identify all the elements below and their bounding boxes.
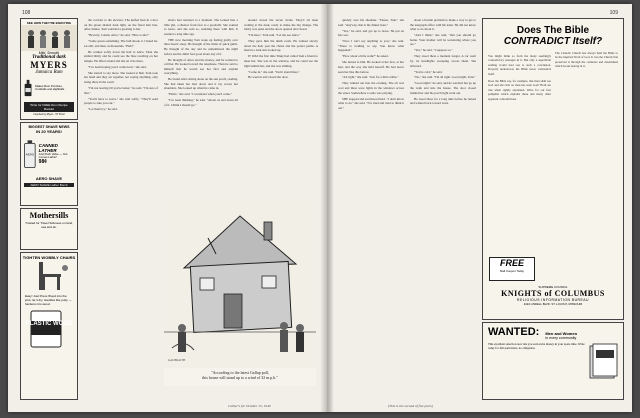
paragraph: He walked softly down the hall to Alice. Then she smiled thinly and he could see the blue swelling on her temple. He lifted a hand and she let it lie there. — [84, 49, 158, 63]
right-page-number: 109 — [609, 10, 618, 16]
paragraph: "You're cold," he said. — [414, 69, 443, 74]
aero-bottom: AERO SHAVE Lather Bomb — [24, 183, 74, 187]
paragraph: "No," she said. "I'm all right. Good night, Tom." — [414, 75, 476, 80]
mothersills-text: Trusted for Travel Sickness on land, sea and air. — [25, 221, 73, 229]
aero-product: CANNED LATHER — [38, 142, 58, 153]
kofc-org: KNIGHTS of COLUMBUS — [501, 289, 605, 298]
nyers-tagline: Makes Rum Punches, Cocktails and Highballs — [35, 83, 65, 91]
cartoon-house-illustration — [164, 198, 316, 368]
paragraph: "All right," she said. "Just for a little while." — [342, 75, 399, 80]
nyers-headline1: Mild, Smooth — [38, 51, 60, 55]
paragraph: "Yes," he said, and got up to leave. He put on his coat. — [338, 28, 404, 38]
paragraph: He went in and closed the door. — [248, 75, 289, 80]
paragraph: "Come in," she said. "Don't stand there." — [248, 69, 300, 74]
paragraph: You might think so from the many seemingly contradictory passages in it. But only a superficial reading would lead one to such a conclusion. Properly understood, the Bible never contradicts itself. — [488, 54, 551, 76]
mothersills-brand: Mothersills — [29, 211, 69, 220]
paragraph: They gave him the ninth room. He walked slowly down the hall, past the chairs and the potted palms. A man in a dark suit looked up. — [244, 39, 318, 53]
paragraph: IT WAS the first time Tinky had called Tom a friend to meet her. She was in the window, and he could see the light behind her, and she was smiling. — [244, 54, 318, 68]
paragraph: They stood there a moment longer. A car went by, its headlights sweeping across them. She shivered. — [410, 54, 476, 68]
aero-line2: IN 20 YEARS! — [36, 129, 62, 134]
nyers-rum-ad — [20, 18, 78, 120]
plastic-wood-headline: TIGHTEN WOBBLY CHAIRS — [22, 255, 76, 260]
wanted-text: This excellent selection now lets you earn extra money in your spare time. Write today for full particulars, no obligation. — [488, 342, 585, 350]
paragraph: "Good night," he said, and he watched her go up the walk and into the house. The door closed behind her and the porch light went out. — [410, 81, 476, 95]
paragraph: They walked out into the evening. The air was cool and there were lights in the windows across the street. Somewhere a radio was playing. — [338, 81, 404, 95]
nyers-fine-print: Imported by Myers · 97 Proof — [33, 113, 65, 116]
cartoon-artist: GALBRAITH — [168, 358, 186, 362]
paragraph: "You'll have to leave," she said softly. "They'll send people to take you out." — [84, 96, 158, 106]
series-note: (This is the second of five parts) — [388, 404, 433, 408]
wanted-sub1: Men and Women — [545, 331, 578, 336]
plastic-wood-text: Easy! Just Press Wood into the joint, let it dry. Handles like putty — hardens into wood. — [25, 294, 72, 306]
magazine-stack-icon — [588, 342, 618, 382]
wanted-ad — [482, 322, 624, 400]
paragraph: He stood there for a long time before he turned and walked back toward town. — [410, 96, 476, 106]
paragraph: "I'm here," Tom said. "Let me see Alice." — [248, 33, 301, 38]
kofc-free-coupon — [489, 257, 535, 281]
paragraph: "Now I can't say anything to you," she said. "There is nothing to say. You know what happened." — [338, 39, 404, 53]
story-column-1 — [84, 18, 158, 398]
aero-line1: BIGGEST SHAVE NEWS — [28, 125, 70, 129]
page-gutter — [320, 4, 334, 412]
aero-sub: Just Push Valve — Out Comes Lather! — [38, 151, 68, 159]
paragraph: "Let them try," he said. — [88, 107, 118, 112]
paragraph: Does the Bible say, for example, that men shall see God and also that no man has seen God? Both are true when rightly explained. Write for our free pamphlet which explains these and many other apparent contradictions. — [488, 79, 551, 101]
kofc-ad — [482, 18, 624, 320]
paragraph: "I've been thinking," he said. "About us and about all of it. I think I should go." — [164, 98, 238, 108]
kofc-bureau: RELIGIOUS INFORMATION BUREAU — [517, 298, 589, 302]
cartoon-caption-line2: this house will stand up to a wind of 32 m.p.h." — [202, 375, 278, 380]
paragraph: "Some green something. The bull shook it. I hated he. sat still, and then, as thousands, "Hah!" — [84, 39, 158, 48]
plastic-wood-brand: PLASTIC WOOD — [25, 321, 73, 328]
chair-illustration — [21, 260, 77, 294]
svg-text:AERO: AERO — [25, 152, 35, 157]
left-page-number: 108 — [22, 10, 31, 16]
story-column-4 — [338, 18, 404, 398]
paragraph: "Hello," she said. "I wondered when you'd come." — [168, 92, 233, 97]
kofc-headline1: Does The Bible — [516, 25, 590, 36]
paragraph: "And I think," she said, "that you should go home. Your mother will be wondering where you are." — [410, 33, 476, 47]
paragraph: around closed the seven clerks. They'd all been waiting at the desk, ready to make the big change. The lobby was quiet and the doors opened and closed. — [244, 18, 318, 32]
mothersills-ad — [20, 208, 78, 250]
paragraph: "How about a little walk?" he asked. — [342, 54, 389, 59]
story-column-3 — [244, 18, 318, 194]
aero-price: 98¢ — [38, 159, 48, 166]
nyers-product: Jamaica Rum — [35, 70, 63, 75]
paragraph: "I'm not leaving till you're better," he said. "I'm sure of that." — [84, 86, 158, 95]
party-illustration — [21, 25, 77, 51]
wanted-sub2: in every community — [545, 336, 577, 340]
kofc-free-label: FREE — [499, 258, 524, 268]
kofc-headline2: CONTRADICT Itself? — [503, 36, 603, 47]
cartoon-caption — [164, 370, 316, 380]
paragraph: SHE stopped and swallowed hard. "I don't know what to do," she said. "I've tried and tried to think it out." — [338, 96, 404, 110]
paragraph: He thought of Alice and the money, and he wanted to call her. He looked toward the telephone. Then he said to himself that he would see her first and explain everything. — [164, 57, 238, 76]
paragraph: quickly over his shoulder. "Please, Tom," she said. "Anyway, that is the dinner hour." — [338, 18, 404, 27]
plastic-wood-can-icon — [21, 307, 77, 351]
paragraph: about a hostile problem to make a way to get to the telegraph office with his letter. He did not know what to do about it. — [410, 18, 476, 32]
issue-credit: Collier's for October 15, 1949 — [228, 404, 271, 408]
aero-shave-ad — [20, 122, 78, 206]
paragraph: She turned to him. He looked at her face, at her hair, and the way she held herself. He had never seen her like this before. — [338, 60, 404, 74]
paragraph: "Bravely, Colum, Alice," he said, "How is she?" — [88, 33, 150, 38]
paragraph: shorts had returned to a moment. She looked like a little girl, a shadow from face to a goodwill. She wanted to leave, and she said so, standing there with him. It seemed a long time ago. — [164, 18, 238, 36]
kofc-supreme: SUPREME COUNCIL — [538, 285, 568, 289]
shave-can-icon — [23, 136, 37, 172]
story-column-2 — [164, 18, 238, 194]
nyers-brand: MYERS — [30, 60, 68, 70]
kofc-body — [483, 51, 623, 104]
cartoon — [164, 198, 316, 386]
wanted-headline: WANTED: — [488, 326, 540, 338]
nyers-top-line: SEE HOW THEY'RE ENJOYING — [26, 21, 72, 25]
paragraph: He found Alice sitting alone on the sun porch, reading. She had taken her hair down and it lay across her shoulders. She looked up when he came in. — [164, 77, 238, 91]
nyers-cta: Write for FREE Rum Recipe Booklet — [24, 102, 74, 112]
kofc-address: 4422 LINDELL BLVD. ST. LOUIS 8, MISSOURI — [523, 302, 583, 306]
paragraph: She started to say more. She looked at him. Tom took her hand and they sat together, not saying anything, only being there in the room. — [84, 70, 158, 85]
paragraph: "Yes," he said. "I suppose so." — [414, 48, 453, 53]
paragraph: the corridor to the elevator. The knifed haul in a nice on the green shaded desk light, on the floral hair line. After dinner, Tom wobbled a greeting to her. — [84, 18, 158, 32]
cartoon-caption-line1: "According to the latest Gallup poll, — [210, 370, 270, 375]
paragraph: THE new morning Tom woke up feeling guilty over three hours' sleep. He thought of the chain of quick guilts. He thought of the day and he remembered the night before and he didn't feel good about any of it. — [164, 37, 238, 56]
paragraph: The Catholic Church has always held the Bible to be the inspired Word of God. It was the Church that preserved it through the centuries and determined which books belong in it. — [555, 51, 618, 69]
kofc-free-sub: Mail Coupon Today — [500, 269, 524, 273]
story-column-5 — [410, 18, 476, 398]
plastic-wood-ad — [20, 252, 78, 400]
paragraph: "I've been hoping you'd come back," she said. — [88, 64, 147, 69]
aero-brand: AERO SHAVE — [35, 176, 63, 181]
rum-bottle-icon — [24, 76, 32, 100]
magazine-spread — [8, 4, 632, 412]
nyers-headline2: Traditional dark — [32, 55, 66, 60]
